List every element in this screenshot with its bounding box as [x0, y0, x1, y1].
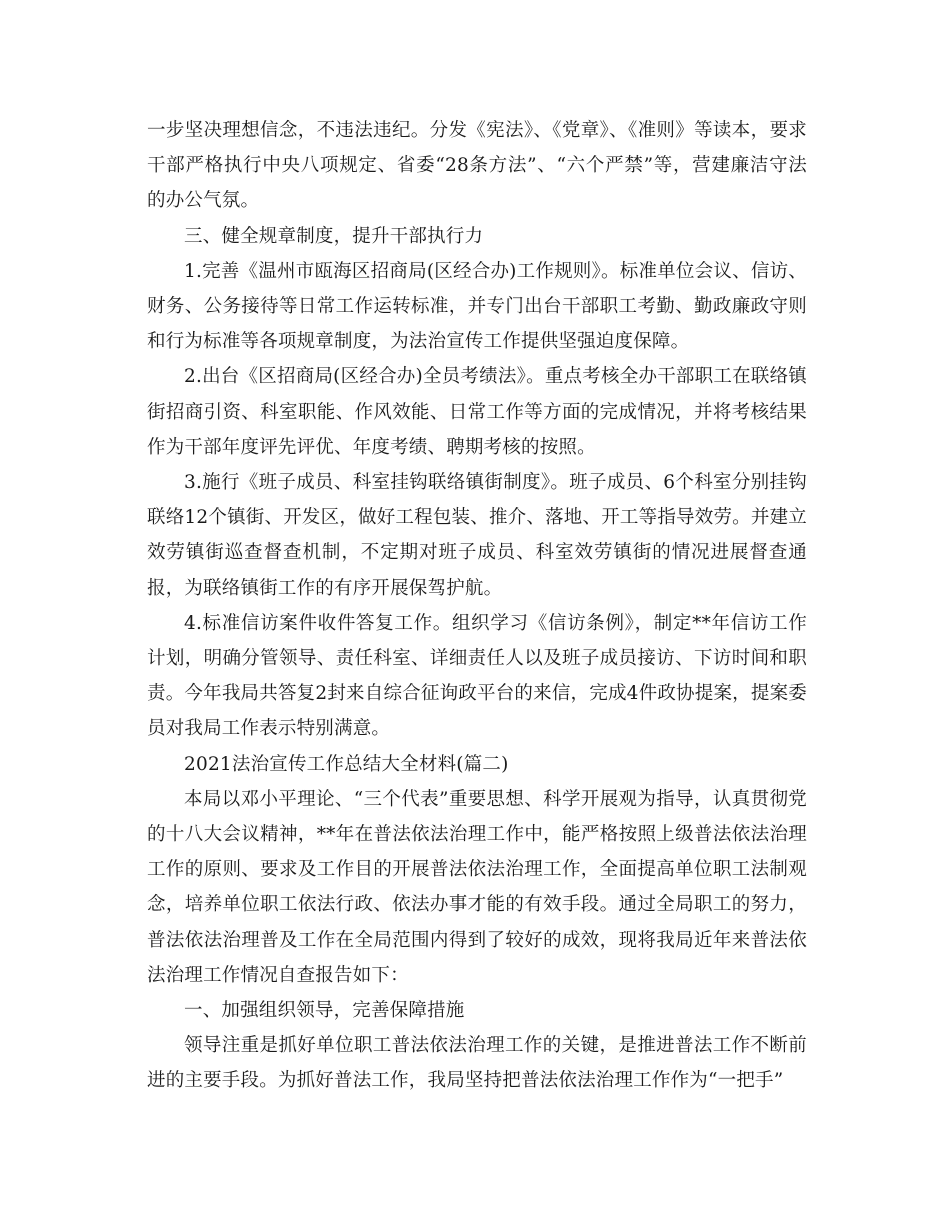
paragraph-item-1: 1.完善《温州市瓯海区招商局(区经合办)工作规则》。标准单位会议、信访、财务、公务接待等日常工作运转标准，并专门出台干部职工考勤、勤政廉政守则和行为标准等各项规章制度，为法治宣传工作提供坚强迫度保障。: [147, 260, 807, 353]
paragraph-leadership: 领导注重是抓好单位职工普法依法治理工作的关键，是推进普法工作不断前进的主要手段。为抓好普法工作，我局坚持把普法依法治理工作作为“一把手”: [147, 1035, 807, 1092]
section-heading-1: 一、加强组织领导，完善保障措施: [184, 1000, 465, 1022]
paragraph-item-4: 4.标准信访案件收件答复工作。组织学习《信访条例》，制定**年信访工作计划，明确分管领导、责任科室、详细责任人以及班子成员接访、下访时间和职责。今年我局共答复2封来自综合征询政平台的来信，完成4件政协提案，提案委员对我局工作表示特别满意。: [147, 612, 807, 740]
document-body: [147, 113, 807, 1099]
paragraph-1: 一步坚决理想信念，不违法违纪。分发《宪法》、《党章》、《准则》等读本，要求干部严格执行中央八项规定、省委“28条方法”、“六个严禁”等，营建廉洁守法的办公气氛。: [147, 120, 807, 212]
article-subtitle: 2021法治宣传工作总结大全材料(篇二): [184, 753, 509, 775]
paragraph-intro: 本局以邓小平理论、“三个代表”重要思想、科学开展观为指导，认真贯彻党的十八大会议精神，**年在普法依法治理工作中，能严格按照上级普法依法治理工作的原则、要求及工作目的开展普法依法治理工作，全面提高单位职工法制观念，培养单位职工依法行政、依法办事才能的有效手段。通过全局职工的努力，普法依法治理普及工作在全局范围内得到了较好的成效，现将我局近年来普法依法治理工作情况自查报告如下：: [147, 788, 807, 986]
paragraph-item-3: 3.施行《班子成员、科室挂钩联络镇街制度》。班子成员、6个科室分别挂钩联络12个镇街、开发区，做好工程包装、推介、落地、开工等指导效劳。并建立效劳镇街巡查督查机制，不定期对班子成员、科室效劳镇街的情况进展督查通报，为联络镇街工作的有序开展保驾护航。: [147, 472, 807, 599]
paragraph-item-2: 2.出台《区招商局(区经合办)全员考绩法》。重点考核全办干部职工在联络镇街招商引资、科室职能、作风效能、日常工作等方面的完成情况，并将考核结果作为干部年度评先评优、年度考绩、聘期考核的按照。: [147, 366, 807, 458]
section-heading-3: 三、健全规章制度，提升干部执行力: [184, 225, 484, 247]
